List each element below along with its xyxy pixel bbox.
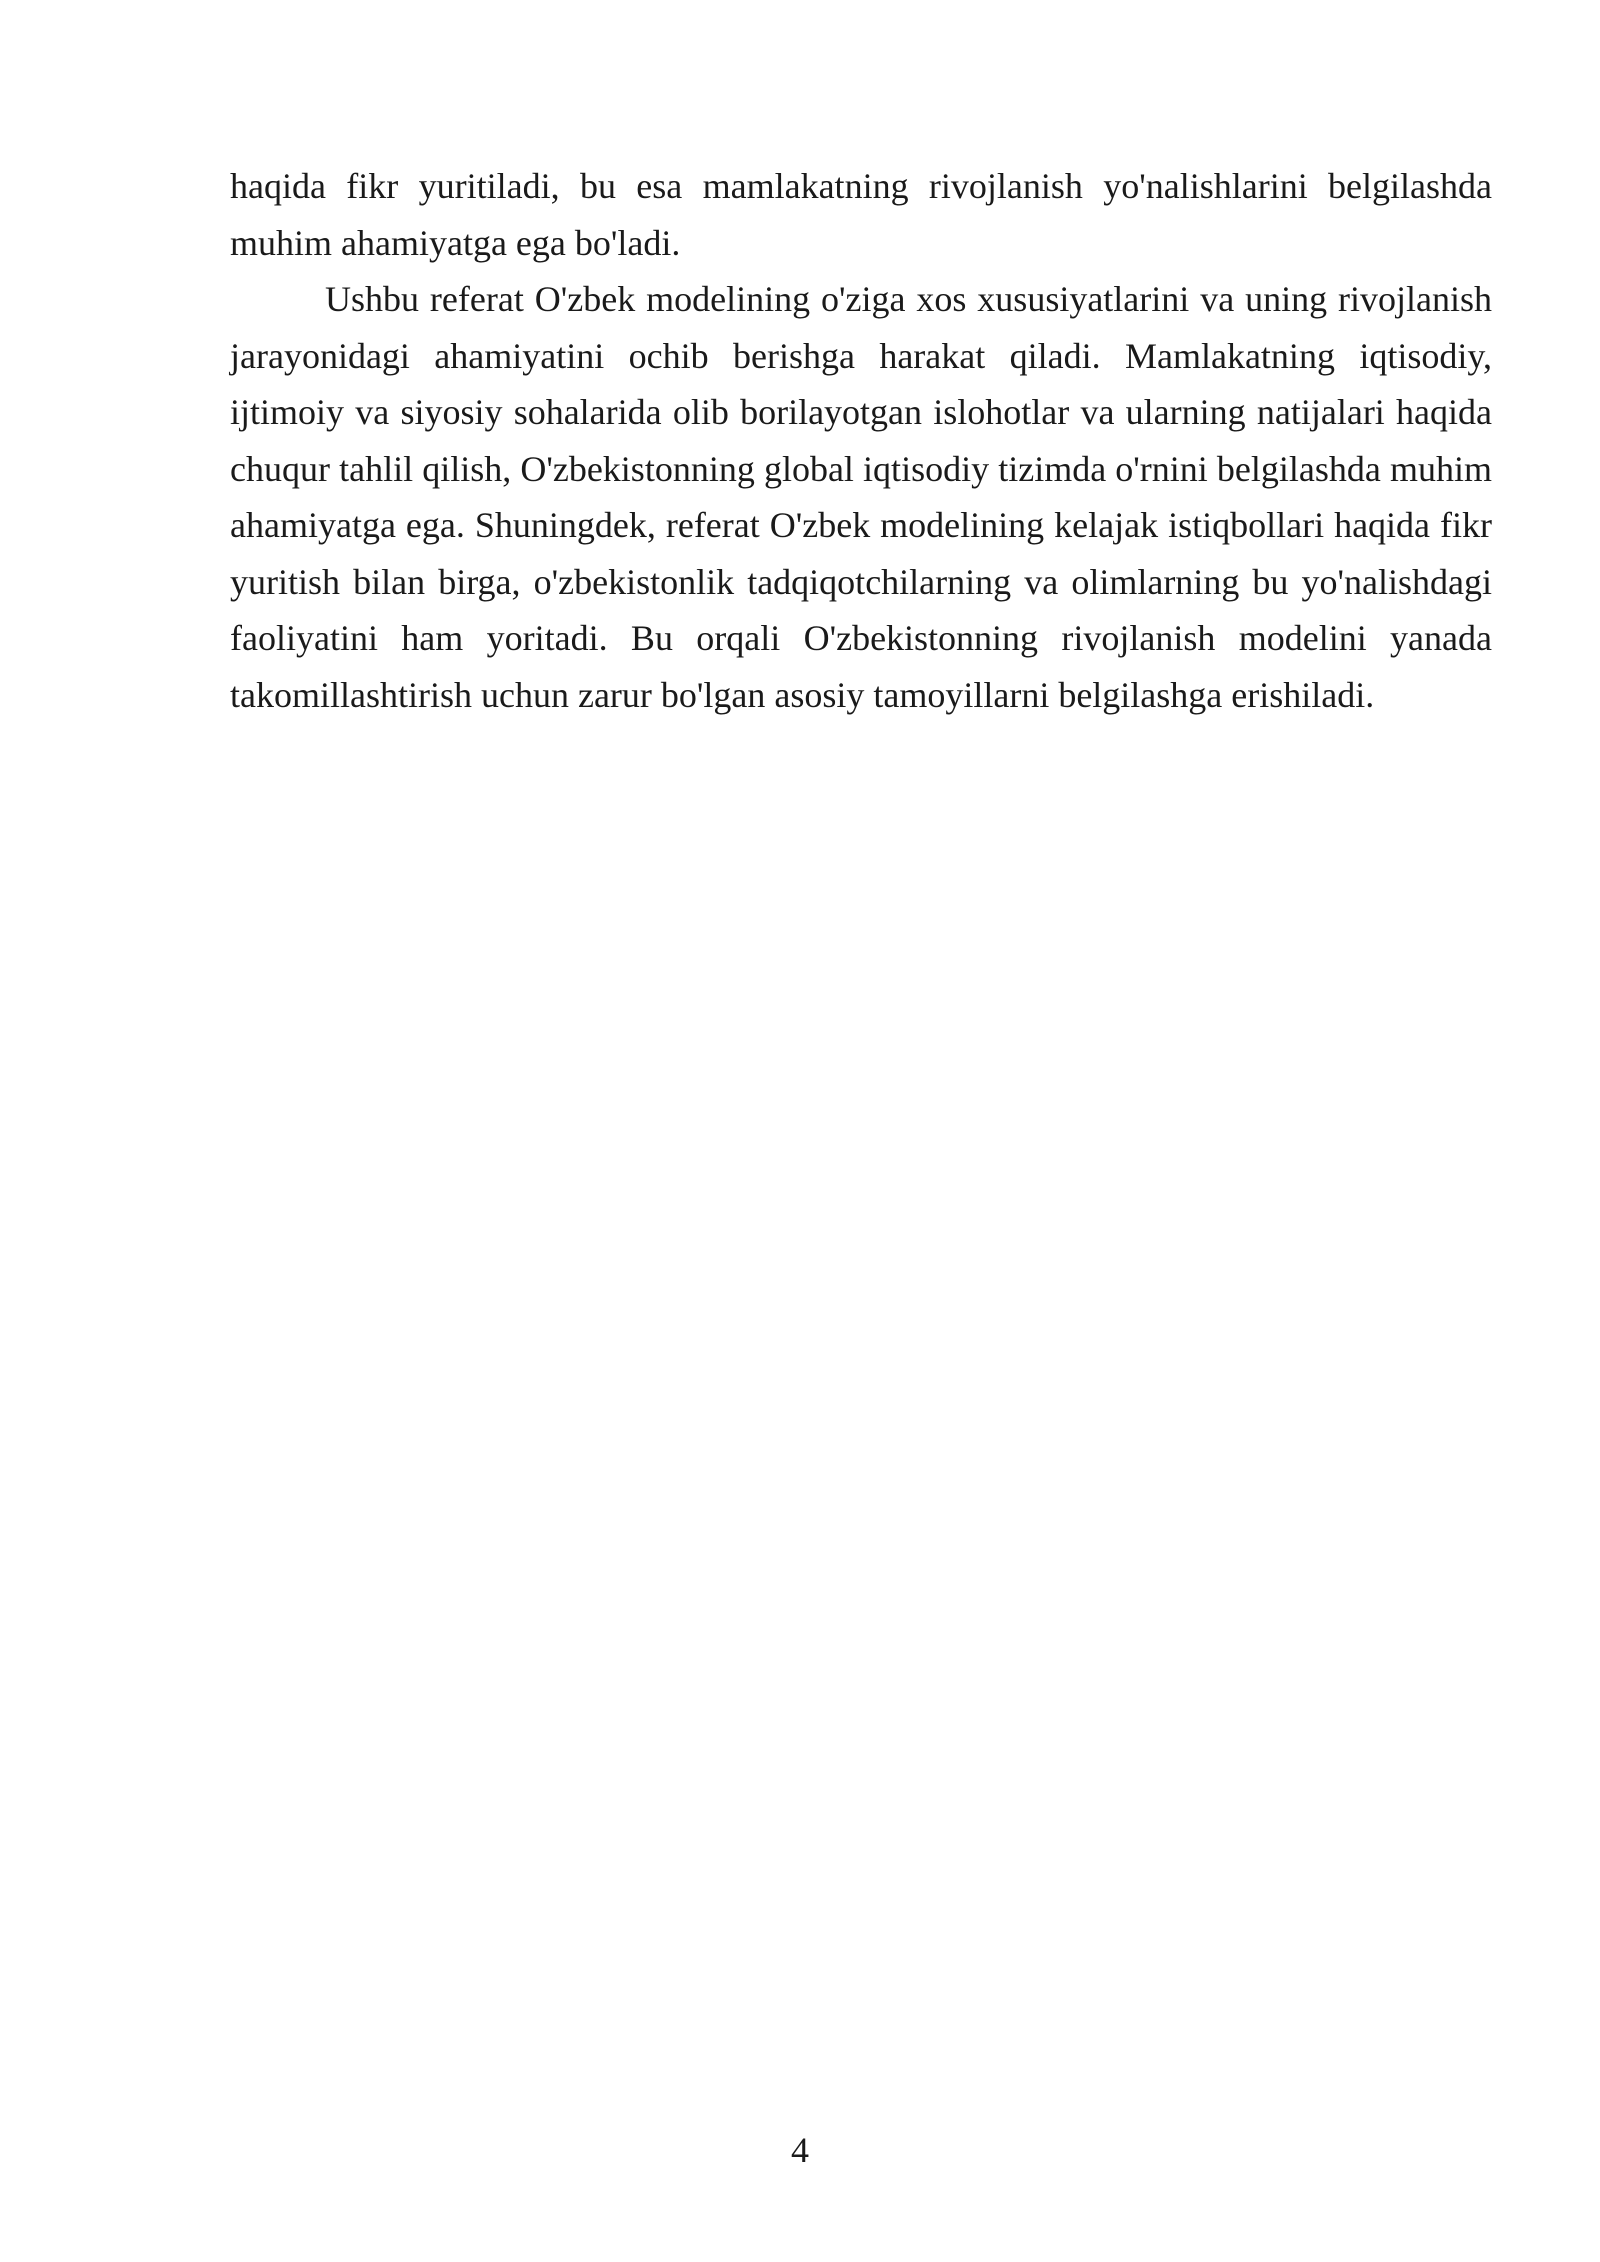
- paragraph-continuation: haqida fikr yuritiladi, bu esa mamlakatning rivojlanish yo'nalishlarini belgilashda muhim ahamiyatga ega bo'ladi.: [230, 166, 1492, 263]
- paragraph-referat-overview: Ushbu referat O'zbek modelining o'ziga xos xususiyatlarini va uning rivojlanish jarayonidagi ahamiyatini ochib berishga harakat qiladi. Mamlakatning iqtisodiy, ijtimoiy va siyosiy sohalarida olib borilayotgan islohotlar va ularning natijalari haqida chuqur tahlil qilish, O'zbekistonning global iqtisodiy tizimda o'rnini belgilashda muhim ahamiyatga ega. Shuningdek, referat O'zbek modelining kelajak istiqbollari haqida fikr yuritish bilan birga, o'zbekistonlik tadqiqotchilarning va olimlarning bu yo'nalishdagi faoliyatini ham yoritadi. Bu orqali O'zbekistonning rivojlanish modelini yanada takomillashtirish uchun zarur bo'lgan asosiy tamoyillarni belgilashga erishiladi.: [230, 279, 1492, 715]
- page-number: 4: [791, 2130, 809, 2170]
- body-text: [230, 158, 1492, 723]
